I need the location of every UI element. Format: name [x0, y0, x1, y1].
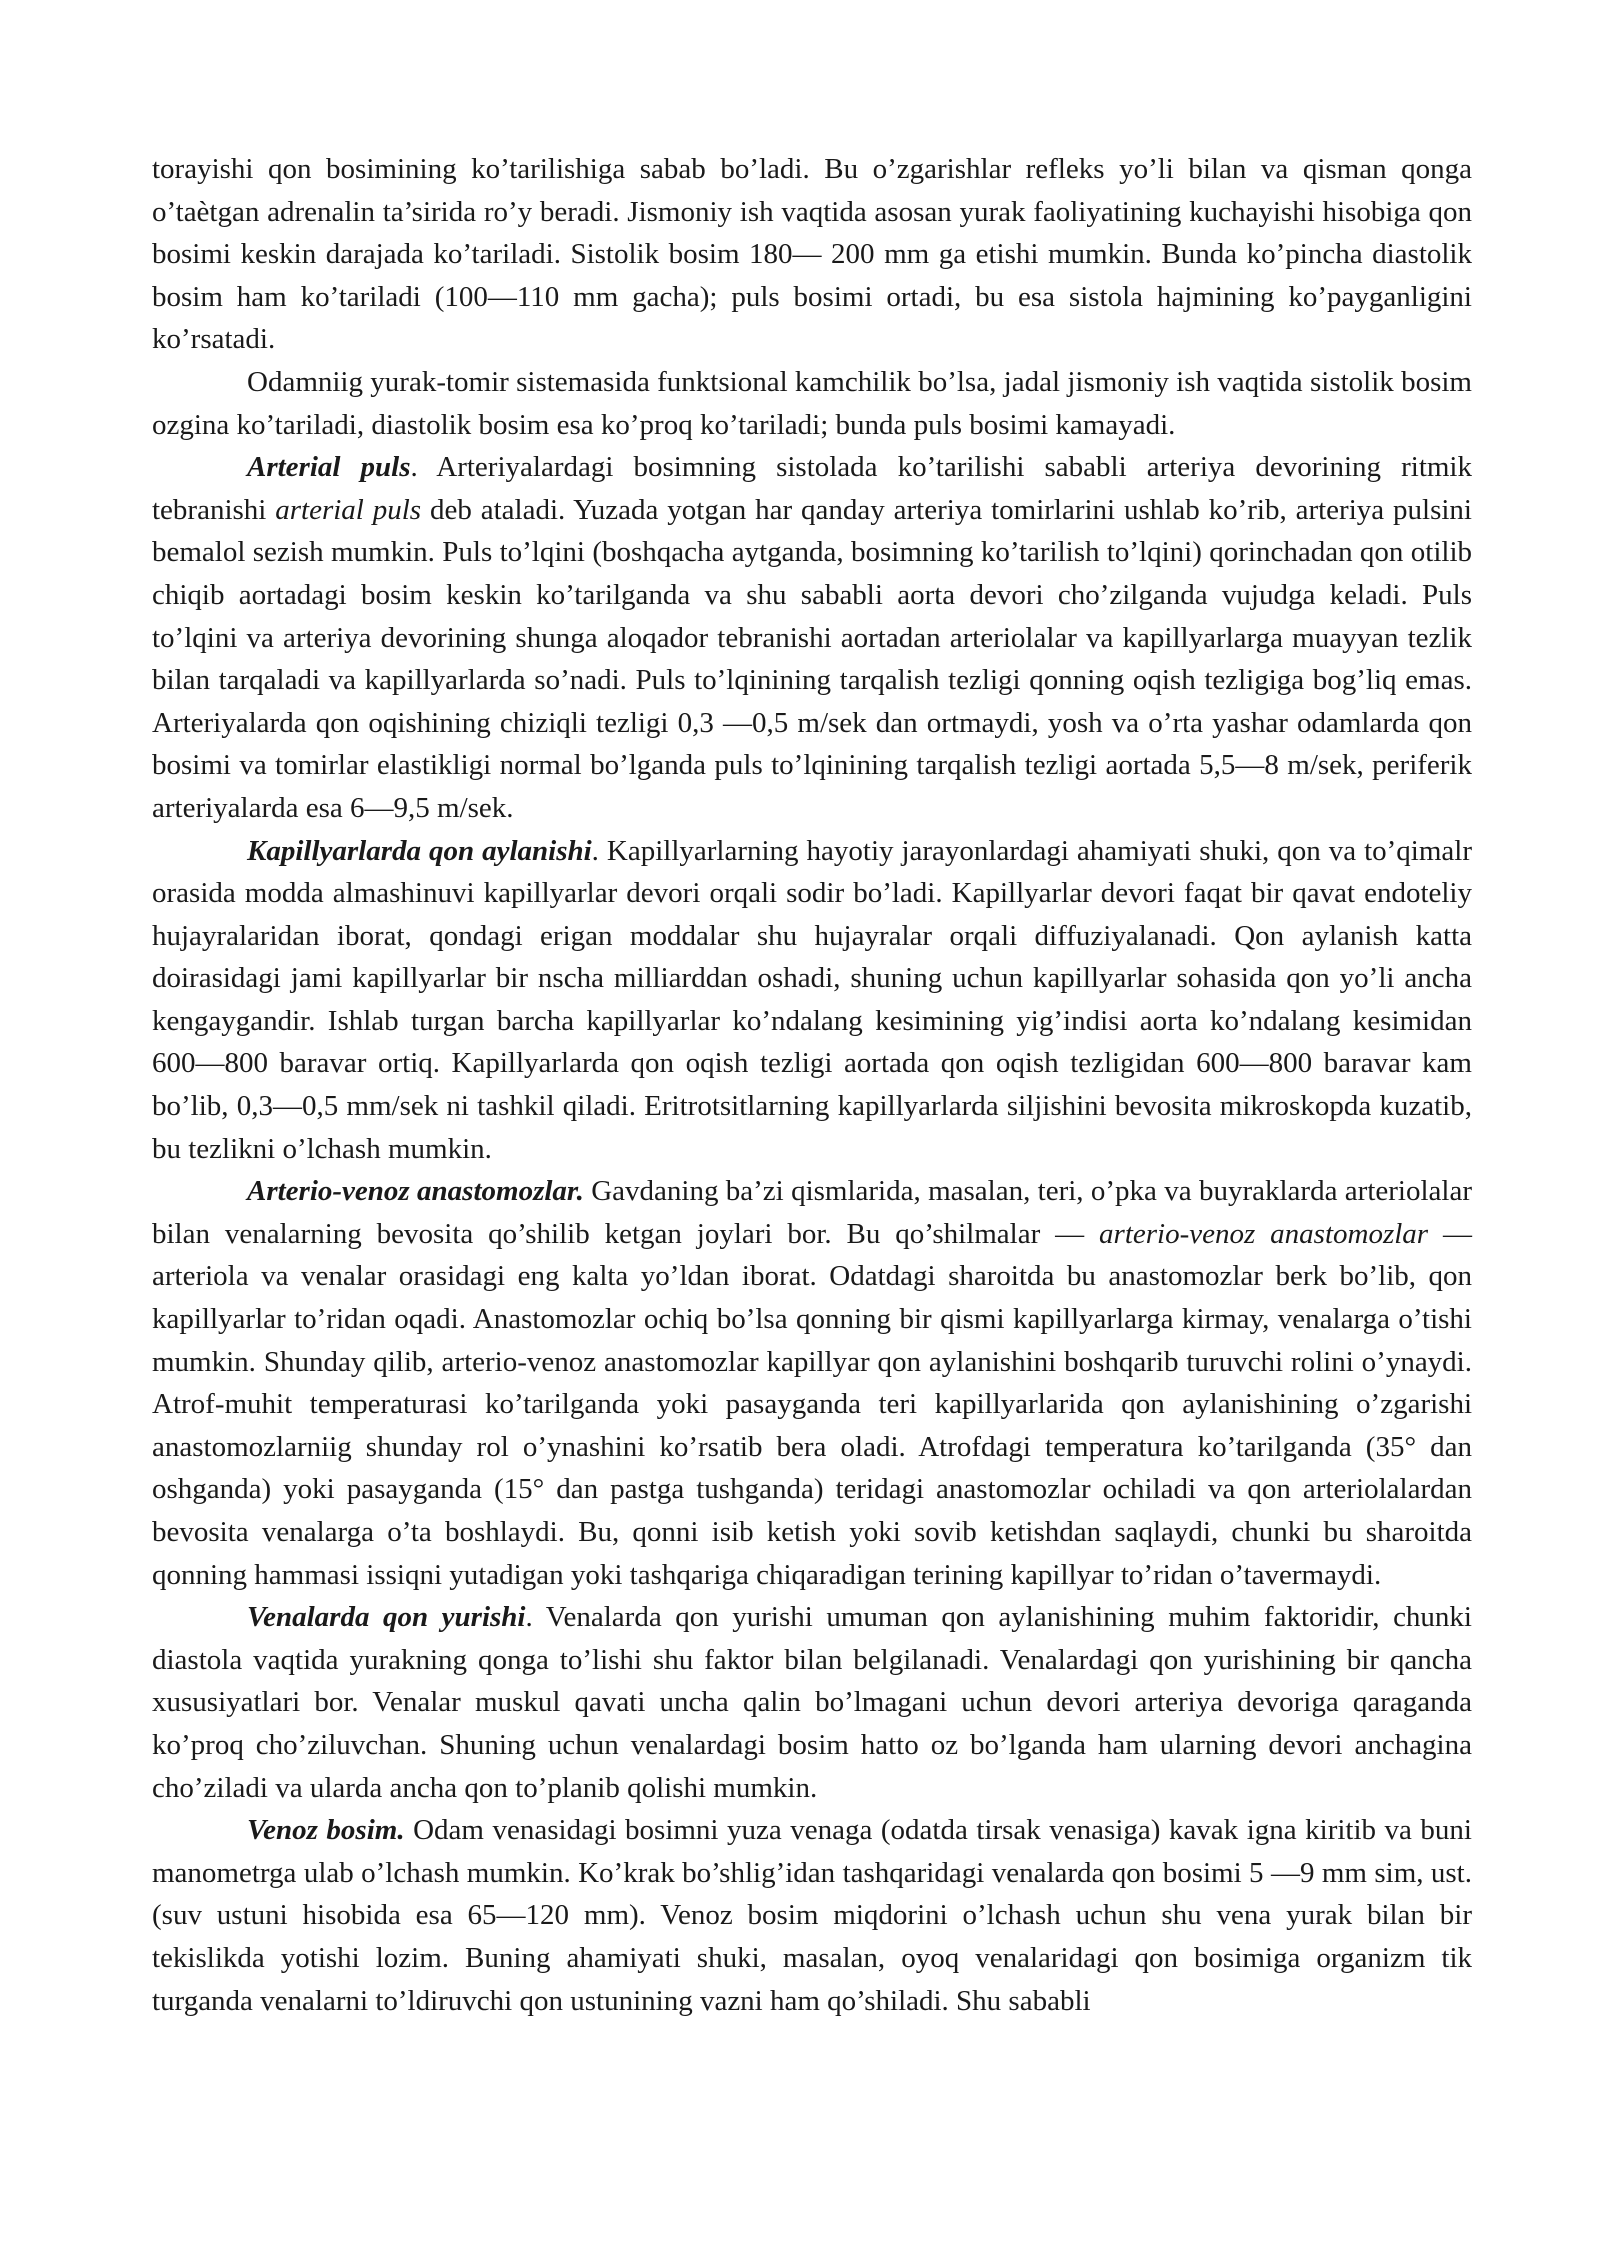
paragraph-text: torayishi qon bosimining ko’tarilishiga sabab bo’ladi. Bu o’zgarishlar refleks yo’li bilan va qisman qonga o’taètgan adrenalin ta’sirida ro’y beradi. Jismoniy ish vaqtida asosan yurak faoliyatining kuchayishi hisobiga qon bosimi keskin darajada ko’tariladi. Sistolik bosim 180— 200 mm ga etishi mumkin. Bunda ko’pincha diastolik bosim ham ko’tariladi (100—110 mm gacha); puls bosimi ortadi, bu esa sistola hajmining ko’payganligini ko’rsatadi.	[152, 153, 1472, 356]
section-heading: Arterial puls	[247, 451, 411, 484]
paragraph-2	[152, 361, 1472, 446]
paragraph-text: — arteriola va venalar orasidagi eng kalta yo’ldan iborat. Odatdagi sharoitda bu anastomozlar berk bo’lib, qon kapillyarlar to’ridan oqadi. Anastomozlar ochiq bo’lsa qonning bir qismi kapillyarlarga kirmay, venalarga o’tishi mumkin. Shunday qilib, arterio-venoz anastomozlar kapillyar qon aylanishini boshqarib turuvchi rolini o’ynaydi. Atrof-muhit temperaturasi ko’tarilganda yoki pasayganda teri kapillyarlarida qon aylanishining o’zgarishi anastomozlarniig shunday rol o’ynashini ko’rsatib bera oladi. Atrofdagi temperatura ko’tarilganda (35° dan oshganda) yoki pasayganda (15° dan pastga tushganda) teridagi anastomozlar ochiladi va qon arteriolalardan bevosita venalarga o’ta boshlaydi. Bu, qonni isib ketish yoki sovib ketishdan saqlaydi, chunki bu sharoitda qonning hammasi issiqni yutadigan yoki tashqariga chiqaradigan terining kapillyar to’ridan o’tavermaydi.	[152, 1217, 1472, 1591]
italic-term: arterial puls	[275, 493, 422, 526]
paragraph-text: Gavdaning ba’zi qismlarida, masalan, teri, o’pka va buyraklarda arteriolalar bilan venalarning bevosita qo’shilib ketgan joylari bor. Bu qo’shilmalar —	[152, 1175, 1472, 1250]
paragraph-text: . Kapillyarlarning hayotiy jarayonlardagi ahamiyati shuki, qon va to’qimalr orasida modda almashinuvi kapillyarlar devori orqali sodir bo’ladi. Kapillyarlar devori faqat bir qavat endoteliy hujayralaridan iborat, qondagi erigan moddalar shu hujayralar orqali diffuziyalanadi. Qon aylanish katta doirasidagi jami kapillyarlar bir nscha milliarddan oshadi, shuning uchun kapillyarlar sohasida qon yo’li ancha kengaygandir. Ishlab turgan barcha kapillyarlar ko’ndalang kesimining yig’indisi aorta ko’ndalang kesimidan 600—800 baravar ortiq. Kapillyarlarda qon oqish tezligi aortada qon oqish tezligidan 600—800 baravar kam bo’lib, 0,3—0,5 mm/sek ni tashkil qiladi. Eritrotsitlarning kapillyarlarda siljishini bevosita mikroskopda kuzatib, bu tezlikni o’lchash mumkin.	[152, 834, 1472, 1165]
section-heading: Kapillyarlarda qon aylanishi	[247, 834, 592, 867]
paragraph-anastomozlar	[152, 1170, 1472, 1596]
section-heading: Arterio-venoz anastomozlar.	[247, 1175, 584, 1208]
paragraph-kapillyarlar	[152, 830, 1472, 1171]
paragraph-venoz-bosim	[152, 1809, 1472, 2022]
paragraph-text: Odam venasidagi bosimni yuza venaga (odatda tirsak venasiga) kavak igna kiritib va buni manometrga ulab o’lchash mumkin. Ko’krak bo’shlig’idan tashqaridagi venalarda qon bosimi 5 —9 mm sim, ust. (suv ustuni hisobida esa 65—120 mm). Venoz bosim miqdorini o’lchash uchun shu vena yurak bilan bir tekislikda yotishi lozim. Buning ahamiyati shuki, masalan, oyoq venalaridagi qon bosimiga organizm tik turganda venalarni to’ldiruvchi qon ustunining vazni ham qo’shiladi. Shu sababli	[152, 1814, 1472, 2017]
italic-term: arterio-venoz anastomozlar	[1099, 1217, 1429, 1250]
paragraph-text: . Venalarda qon yurishi umuman qon aylanishining muhim faktoridir, chunki diastola vaqtida yurakning qonga to’lishi shu faktor bilan belgilanadi. Venalardagi qon yurishining bir qancha xususiyatlari bor. Venalar muskul qavati uncha qalin bo’lmagani uchun devori arteriya devoriga qaraganda ko’proq cho’ziluvchan. Shuning uchun venalardagi bosim hatto oz bo’lganda ham ularning devori anchagina cho’ziladi va ularda ancha qon to’planib qolishi mumkin.	[152, 1601, 1472, 1804]
section-heading: Venoz bosim.	[247, 1814, 405, 1847]
paragraph-venalar	[152, 1596, 1472, 1809]
paragraph-text: deb ataladi. Yuzada yotgan har qanday arteriya tomirlarini ushlab ko’rib, arteriya pulsini bemalol sezish mumkin. Puls to’lqini (boshqacha aytganda, bosimning ko’tarilish to’lqini) qorinchadan qon otilib chiqib aortadagi bosim keskin ko’tarilganda va shu sababli aorta devori cho’zilganda vujudga keladi. Puls to’lqini va arteriya devorining shunga aloqador tebranishi aortadan arteriolalar va kapillyarlarga muayyan tezlik bilan tarqaladi va kapillyarlarda so’nadi. Puls to’lqinining tarqalish tezligi qonning oqish tezligiga bog’liq emas. Arteriyalarda qon oqishining chiziqli tezligi 0,3 —0,5 m/sek dan ortmaydi, yosh va o’rta yashar odamlarda qon bosimi va tomirlar elastikligi normal bo’lganda puls to’lqinining tarqalish tezligi aortada 5,5—8 m/sek, periferik arteriyalarda esa 6—9,5 m/sek.	[152, 493, 1472, 824]
paragraph-text: . Arteriyalardagi bosimning sistolada ko’tarilishi sababli arteriya devorining ritmik tebranishi	[152, 451, 1472, 526]
section-heading: Venalarda qon yurishi	[247, 1601, 526, 1634]
paragraph-text: Odamniig yurak-tomir sistemasida funktsional kamchilik bo’lsa, jadal jismoniy ish vaqtida sistolik bosim ozgina ko’tariladi, diastolik bosim esa ko’proq ko’tariladi; bunda puls bosimi kamayadi.	[152, 365, 1472, 441]
document-page	[152, 148, 1472, 2022]
paragraph-arterial-puls	[152, 446, 1472, 829]
paragraph-1	[152, 148, 1472, 361]
